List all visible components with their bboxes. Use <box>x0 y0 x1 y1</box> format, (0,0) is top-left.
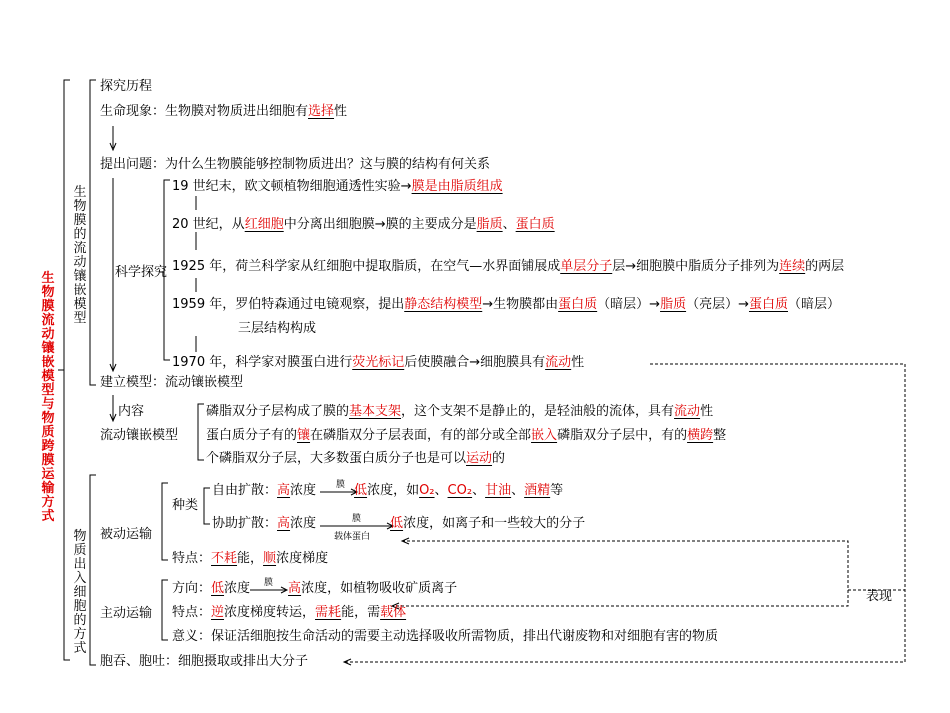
fac-text-2: 浓度 <box>290 516 317 531</box>
content-line-2 <box>206 427 726 445</box>
fac-arrow-bottom: 载体蛋白 <box>334 532 371 542</box>
content-line-1 <box>206 403 713 421</box>
ad-text-3: 浓度，如植物吸收矿质离子 <box>301 581 458 596</box>
fluid-model-label: 流动镶嵌模型 <box>100 428 179 443</box>
c2-answer-1: 镶 <box>297 428 311 443</box>
c2-text-1: 蛋白质分子有的 <box>206 428 298 443</box>
free-sep-2: 、 <box>472 483 486 498</box>
c3-text-2: 的 <box>492 451 506 466</box>
history-label: 探究历程 <box>100 79 153 94</box>
experiment-4 <box>172 296 840 314</box>
c1-text-1: 磷脂双分子层构成了膜的 <box>206 404 350 419</box>
facilitated-line <box>212 515 585 533</box>
af-answer-2: 需耗 <box>315 605 342 620</box>
e5-text-3: 性 <box>571 355 585 370</box>
e3-answer-1: 单层分子 <box>560 259 613 274</box>
e4-text-2: →生物膜都由 <box>482 297 559 312</box>
experiment-1 <box>172 178 503 196</box>
e1-answer: 膜是由脂质组成 <box>411 179 503 194</box>
e4-text-1: 1959 年，罗伯特森通过电镜观察，提出 <box>172 297 405 312</box>
e4-text-4: （亮层）→ <box>686 297 749 312</box>
ad-text-2: 浓度 <box>224 581 251 596</box>
e4-answer-2: 蛋白质 <box>558 297 598 312</box>
e3-answer-2: 连续 <box>779 259 806 274</box>
ad-answer-2: 高 <box>288 581 302 596</box>
c3-text-1: 个磷脂双分子层，大多数蛋白质分子也是可以 <box>206 451 467 466</box>
ad-text-1: 方向： <box>172 581 212 596</box>
e4-answer-3: 脂质 <box>660 297 687 312</box>
af-answer-3: 载体 <box>380 605 407 620</box>
af-text-2: 浓度梯度转运， <box>224 605 316 620</box>
experiment-3 <box>172 258 844 276</box>
content-line-3 <box>206 450 505 468</box>
passive-label: 被动运输 <box>100 527 153 542</box>
free-text-1: 自由扩散： <box>212 483 278 498</box>
pf-answer-1: 不耗 <box>211 551 238 566</box>
c1-text-2: ，这个支架不是静止的，是轻油般的流体，具有 <box>401 404 675 419</box>
af-answer-1: 逆 <box>211 605 225 620</box>
e5-text-1: 1970 年，科学家对膜蛋白进行 <box>172 355 353 370</box>
c2-text-3: 磷脂双分子层中，有的 <box>557 428 688 443</box>
experiment-4-line2: 三层结构构成 <box>238 321 317 336</box>
e3-text-2: 层→细胞膜中脂质分子排列为 <box>612 259 780 274</box>
pf-text-3: 浓度梯度 <box>276 551 329 566</box>
endo-exo-line: 胞吞、胞吐：细胞摄取或排出大分子 <box>100 654 309 669</box>
pf-text-2: 能， <box>237 551 264 566</box>
phenomenon-suffix: 性 <box>334 104 348 119</box>
fac-text-1: 协助扩散： <box>212 516 278 531</box>
model-line: 建立模型：流动镶嵌模型 <box>100 375 244 390</box>
free-answer-6: 酒精 <box>524 483 551 498</box>
fac-answer-2: 低 <box>390 516 404 531</box>
e2-sep: 、 <box>502 217 516 232</box>
e3-text-3: 的两层 <box>805 259 845 274</box>
fac-answer-1: 高 <box>277 516 291 531</box>
free-text-4: 等 <box>550 483 564 498</box>
e5-answer-1: 荧光标记 <box>352 355 405 370</box>
experiment-5 <box>172 354 584 372</box>
e2-answer-3: 蛋白质 <box>515 217 555 232</box>
free-answer-5: 甘油 <box>485 483 512 498</box>
e2-text-1: 20 世纪，从 <box>172 217 245 232</box>
fac-text-3: 浓度，如离子和一些较大的分子 <box>403 516 586 531</box>
free-answer-2: 低 <box>354 483 368 498</box>
pf-text-1: 特点： <box>172 551 212 566</box>
branch2-title: 物质出入细胞的方式 <box>73 529 87 656</box>
e2-answer-2: 脂质 <box>476 217 503 232</box>
active-meaning-line: 意义：保证活细胞按生命活动的需要主动选择吸收所需物质，排出代谢废物和对细胞有害的物质 <box>172 629 719 644</box>
c1-answer-2: 流动 <box>674 404 701 419</box>
e4-answer-1: 静态结构模型 <box>404 297 483 312</box>
e4-text-3: （暗层）→ <box>597 297 661 312</box>
free-answer-4: CO₂ <box>447 483 473 498</box>
root-title: 生物膜流动镶嵌模型与物质跨膜运输方式 <box>41 271 55 524</box>
fac-arrow-top: 膜 <box>352 514 362 524</box>
phenomenon-line <box>100 103 347 121</box>
phenomenon-text: 生命现象：生物膜对物质进出细胞有 <box>100 104 309 119</box>
e5-text-2: 后使膜融合→细胞膜具有 <box>404 355 546 370</box>
free-sep-3: 、 <box>511 483 525 498</box>
af-text-3: 能，需 <box>341 605 381 620</box>
e1-text: 19 世纪末，欧文顿植物细胞通透性实验→ <box>172 179 412 194</box>
active-feature-line <box>172 604 406 622</box>
free-text-3: 浓度，如 <box>367 483 420 498</box>
passive-feature-line <box>172 550 328 568</box>
free-answer-3: O₂ <box>419 483 435 498</box>
free-diffusion-line <box>212 482 563 500</box>
e4-answer-4: 蛋白质 <box>748 297 788 312</box>
c2-answer-2: 嵌入 <box>531 428 558 443</box>
free-text-2: 浓度 <box>290 483 317 498</box>
c2-text-2: 在磷脂双分子层表面，有的部分或全部 <box>310 428 532 443</box>
branch1-title: 生物膜的流动镶嵌模型 <box>73 185 87 326</box>
free-answer-1: 高 <box>277 483 291 498</box>
c2-answer-3: 横跨 <box>687 428 714 443</box>
af-text-1: 特点： <box>172 605 212 620</box>
free-arrow-label: 膜 <box>336 480 346 490</box>
ad-answer-1: 低 <box>211 581 225 596</box>
c2-text-4: 整 <box>713 428 727 443</box>
e5-answer-2: 流动 <box>545 355 572 370</box>
e3-text-1: 1925 年，荷兰科学家从红细胞中提取脂质，在空气—水界面铺展成 <box>172 259 561 274</box>
expression-label: 表现 <box>866 589 893 604</box>
pf-answer-2: 顺 <box>263 551 277 566</box>
experiment-2 <box>172 216 555 234</box>
kinds-label: 种类 <box>172 498 199 513</box>
question-line: 提出问题：为什么生物膜能够控制物质进出？这与膜的结构有何关系 <box>100 157 491 172</box>
content-label: 内容 <box>118 404 145 419</box>
c3-answer-1: 运动 <box>466 451 493 466</box>
ad-arrow-label: 膜 <box>264 578 274 588</box>
c1-answer-1: 基本支架 <box>349 404 402 419</box>
active-direction-line <box>172 580 457 598</box>
inquiry-label: 科学探究 <box>115 265 168 280</box>
c1-text-3: 性 <box>700 404 714 419</box>
free-sep-1: 、 <box>434 483 448 498</box>
e2-answer-1: 红细胞 <box>244 217 284 232</box>
e4-text-5: （暗层） <box>788 297 841 312</box>
e2-text-2: 中分离出细胞膜→膜的主要成分是 <box>283 217 477 232</box>
active-label: 主动运输 <box>100 606 153 621</box>
phenomenon-answer: 选择 <box>308 104 335 119</box>
